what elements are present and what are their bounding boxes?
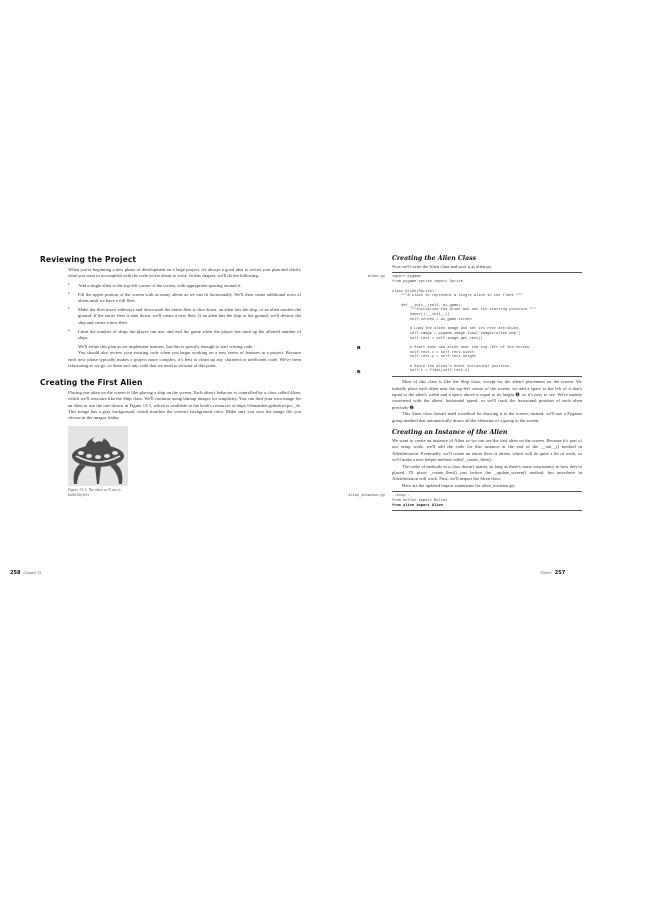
right-footer: [540, 570, 565, 576]
plan-list: [68, 283, 301, 342]
plan-item: • Limit the number of ships the player can use, and end the game when the player has used up the allotted number of ships.: [68, 329, 301, 342]
alien-instance-para3: Here are the updated import statements for alien_invasion.py:: [402, 482, 516, 488]
plan-item: • Make the fleet move sideways and down until the entire fleet is shot down, an alien hits the ship, or an alien reaches the ground. If the entire fleet is shot down, we'll create a new fleet. If an alien hits the ship or the ground, we'll destroy the ship and create a new fleet.: [68, 307, 301, 326]
code-block: [392, 494, 630, 508]
alien-class-body: [392, 379, 582, 424]
code-rule-top: [392, 272, 582, 273]
alien-instance-para2: The order of methods in a class doesn't matter, as long as there's some consistency to how they're placed. I'll place _create_fleet() just before the _update_screen() method, but anywhere in AlienInvasion will work. First, we'll import the Alien class.: [392, 463, 582, 482]
code-rule-bottom: [392, 376, 582, 377]
callout-1-icon: ➊: [357, 345, 361, 351]
code-line: """A class to represent a single alien in the fleet.""": [392, 294, 523, 299]
page-number: 257: [554, 570, 566, 576]
figure-13-1: [68, 426, 128, 498]
section-heading-reviewing: Reviewing the Project: [40, 255, 137, 264]
alien-class-intro: Now we'll write the Alien class and save it as alien.py:: [392, 264, 493, 269]
left-footer: [10, 570, 41, 576]
code-line: from pygame.sprite import Sprite: [392, 280, 463, 285]
alien-invasion-listing: [345, 494, 630, 508]
code-line: def __init__(self, ai_game):: [392, 303, 463, 308]
code-line: self.image = pygame.image.load('images/alien.bmp'): [392, 331, 521, 336]
code-filename: alien_invasion.py: [348, 494, 385, 499]
plan-item: • Fill the upper portion of the screen with as many aliens as we can fit horizontally. We'll then create additional rows of aliens until we have a full fleet.: [68, 292, 301, 305]
code-rule-top-2: [392, 491, 582, 492]
reviewing-para2: We'll refine this plan as we implement features, but this is specific enough to start writing code.: [78, 344, 254, 350]
code-rule-bottom-2: [392, 510, 582, 511]
code-line: """Initialize the alien and set its starting position.""": [392, 308, 536, 313]
first-alien-body: [68, 390, 301, 422]
code-line: self.x = float(self.rect.x): [392, 369, 470, 374]
code-line: self.rect.x = self.rect.width: [392, 350, 474, 355]
code-line: from alien import Alien: [392, 503, 443, 508]
reviewing-intro: When you're beginning a new phase of development on a large project, it's always a good idea to revisit your plan and clarify what you want to accomplish with the code you're about to write. In this chapter, we'll do the following:: [68, 267, 301, 279]
left-page: [40, 255, 320, 498]
code-line: # Start each new alien near the top left of the screen.: [392, 345, 532, 350]
code-line: class Alien(Sprite):: [392, 289, 437, 294]
reviewing-para3: You should also review your existing code when you begin working on a new series of features in a project. Because each new phase typically makes a project more complex, it's best to clean up any cluttered or inefficient code. We've been refactoring as we go, so there isn't any code that we need to refactor at this point.: [68, 350, 301, 369]
page-number: 258: [10, 570, 21, 576]
code-line: from bullet import Bullet: [392, 498, 448, 503]
section-heading-alien-class: Creating the Alien Class: [392, 255, 477, 262]
code-block: [392, 275, 630, 374]
reviewing-body: [68, 267, 301, 370]
callout-2-icon: ➋: [357, 369, 361, 375]
alien-class-para2: This Alien class doesn't need a method for drawing it to the screen; instead, we'll use a Pygame group method that automatically draws all the elements of a group to the screen.: [392, 411, 582, 423]
first-alien-para1: Placing one alien on the screen is like placing a ship on the screen. Each alien's behavior is controlled by a class called Alien, which we'll structure like the Ship class. We'll continue using bitmap images for simplicity. You can find your own image for an alien or use the one shown in Figure 13-1, which is available in the book's resources at https://ehmatthes.github.io/pcc_3e. This image has a gray background, which matches the screen's background color. Make sure you save the image file you choose in the images folder.: [68, 389, 301, 421]
alien-instance-para1: We want to create an instance of Alien so we can see the first alien on the screen. Because it's part of our setup work, we'll add the code for this instance at the end of the __init__() method in AlienInvasion. Eventually, we'll create an entire fleet of aliens, which will be quite a bit of work, so we'll make a new helper method called _create_fleet().: [392, 438, 582, 463]
alien-instance-body: [392, 438, 582, 489]
alien-class-para1: Most of this class is like the Ship class, except for the alien's placement on the screen. We initially place each alien near the top-left corner of the screen; we add a space to the left of it that's equal to the alien's width and a space above it equal to its height ➊, so it's easy to see. We're mainly concerned with the aliens' horizontal speed, so we'll track the horizontal position of each alien precisely ➋.: [392, 379, 582, 410]
section-heading-first-alien: Creating the First Alien: [40, 377, 143, 387]
code-line: # Load the alien image and set its rect attribute.: [392, 327, 521, 332]
section-label: Aliens!: [540, 570, 552, 575]
code-line: self.screen = ai_game.screen: [392, 317, 472, 322]
code-line: self.rect = self.image.get_rect(): [392, 336, 483, 341]
code-line: --snip--: [392, 494, 410, 499]
code-filename: alien.py: [367, 275, 385, 280]
section-heading-alien-instance: Creating an Instance of the Alien: [392, 429, 508, 437]
code-line: self.rect.y = self.rect.height: [392, 355, 477, 360]
code-line: super().__init__(): [392, 313, 450, 318]
alien-py-listing: [345, 275, 630, 374]
figure-caption: Figure 13-1: The alien we'll use to build the fleet: [68, 487, 121, 497]
right-page: [345, 255, 630, 513]
alien-ufo-icon: [68, 426, 128, 486]
code-line: # Store the alien's exact horizontal position.: [392, 364, 512, 369]
chapter-label: Chapter 13: [23, 570, 42, 575]
plan-item: • Add a single alien to the top-left corner of the screen, with appropriate spacing around it.: [68, 283, 301, 289]
code-line: import pygame: [392, 275, 421, 280]
